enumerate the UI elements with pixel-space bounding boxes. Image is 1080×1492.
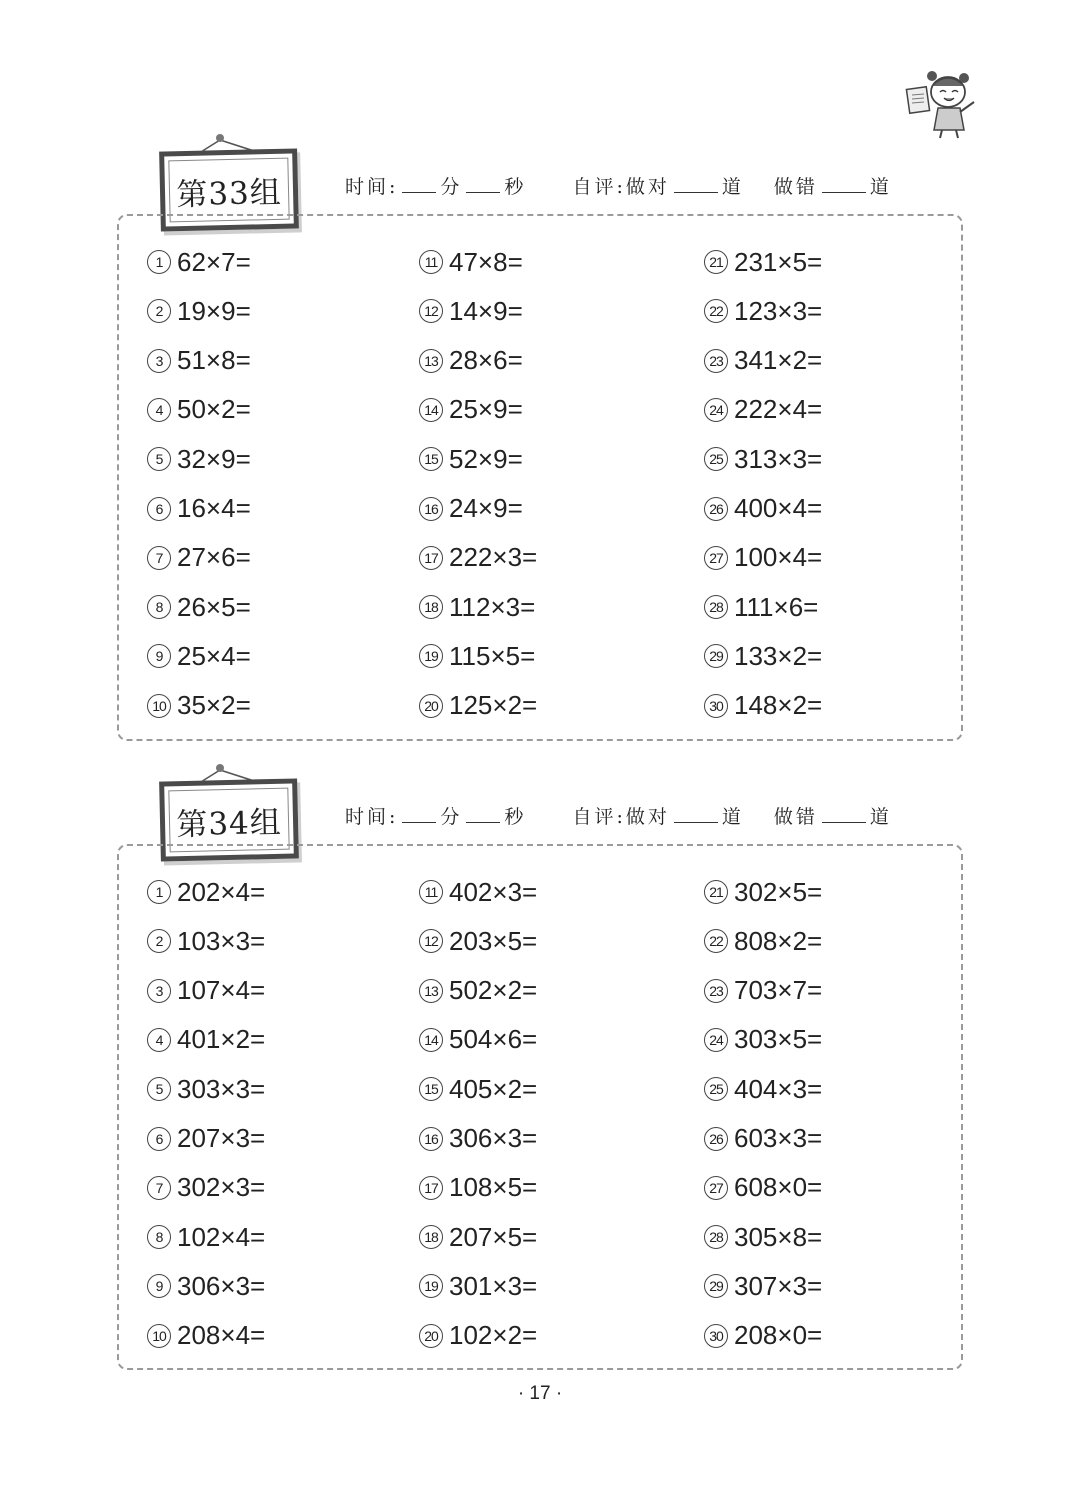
problem-number-circle: 17 [419,1176,443,1200]
problem-expression: 301×3= [449,1270,538,1301]
problem-expression: 32×9= [177,443,251,474]
problem-number-circle: 14 [419,398,443,422]
problem-expression: 405×2= [449,1073,538,1104]
problem-item [419,1318,537,1354]
problem-number-circle: 12 [419,929,443,953]
problem-number-circle: 18 [419,595,443,619]
problem-expression: 108×5= [449,1172,538,1203]
group-title: 第34组 [175,804,283,843]
problem-number-circle: 10 [147,694,171,718]
problem-number-circle: 28 [704,595,728,619]
problem-number-circle: 22 [704,929,728,953]
wrong-unit-label: 道 [869,176,892,198]
problem-expression: 207×3= [177,1123,266,1153]
problem-item [419,1022,537,1058]
time-label: 时间: [345,176,399,198]
cartoon-girl-illustration [902,68,982,140]
problem-item [704,441,822,477]
problem-item [419,293,523,329]
score-info [345,172,892,199]
problem-item [147,589,251,625]
problem-expression: 502×2= [449,975,538,1006]
problem-expression: 25×4= [177,640,251,671]
problem-number-circle: 29 [704,644,728,668]
problem-item [704,874,822,910]
problem-number-circle: 6 [147,497,171,521]
problem-number-circle: 30 [704,1324,728,1348]
problem-item [704,540,822,576]
problem-item [704,1318,822,1354]
problem-number-circle: 4 [147,1028,171,1052]
problem-expression: 100×4= [734,542,823,573]
seconds-label: 秒 [504,806,527,828]
problem-number-circle: 15 [419,447,443,471]
problem-item [419,1219,537,1255]
problem-item [147,540,251,576]
problem-expression: 202×4= [177,876,266,907]
wrong-label: 做错 [773,176,818,198]
problem-expression: 24×9= [449,493,523,523]
problem-expression: 608×0= [734,1172,823,1203]
problem-number-circle: 14 [419,1028,443,1052]
problem-item [704,293,822,329]
problem-item [147,343,251,379]
problem-expression: 208×4= [177,1320,266,1351]
self-eval-label: 自评:做对 [572,806,670,828]
score-info [345,802,892,829]
problem-expression: 19×9= [177,295,251,326]
wrong-count-blank[interactable] [822,806,866,823]
problem-number-circle: 20 [419,694,443,718]
problem-expression: 26×5= [177,591,251,622]
problem-number-circle: 1 [147,250,171,274]
problem-item [419,874,537,910]
minutes-label: 分 [440,806,463,828]
problem-item [419,638,535,674]
problem-item [419,343,523,379]
problem-item [704,1170,822,1206]
self-eval-label: 自评:做对 [572,176,670,198]
problem-item [147,688,251,724]
problem-number-circle: 28 [704,1225,728,1249]
problem-number-circle: 13 [419,979,443,1003]
correct-count-blank[interactable] [674,176,718,193]
problem-number-circle: 9 [147,1274,171,1298]
problem-box-33 [117,214,963,741]
problem-number-circle: 2 [147,299,171,323]
problem-item [704,688,822,724]
problem-expression: 52×9= [449,443,523,474]
problem-item [704,1121,822,1157]
problem-item [419,540,537,576]
problem-number-circle: 21 [704,880,728,904]
problem-expression: 401×2= [177,1024,266,1055]
problem-expression: 222×3= [449,542,538,573]
problem-item [704,589,818,625]
problem-number-circle: 20 [419,1324,443,1348]
seconds-label: 秒 [504,176,527,198]
problem-expression: 808×2= [734,925,823,956]
problem-item [419,589,535,625]
problem-item [147,1022,265,1058]
problem-item [704,1022,822,1058]
group-33-header [0,132,1080,222]
problem-item [419,923,537,959]
problem-item [419,688,537,724]
problem-expression: 302×5= [734,876,823,907]
problem-number-circle: 23 [704,349,728,373]
problem-number-circle: 6 [147,1127,171,1151]
problem-item [147,1318,265,1354]
problem-item [419,1268,537,1304]
problem-expression: 35×2= [177,690,251,721]
problem-number-circle: 13 [419,349,443,373]
problem-item [147,973,265,1009]
problem-item [147,244,251,280]
problem-expression: 14×9= [449,295,523,326]
problem-number-circle: 25 [704,447,728,471]
problem-number-circle: 7 [147,1176,171,1200]
problem-item [147,441,251,477]
problem-number-circle: 30 [704,694,728,718]
problem-number-circle: 27 [704,546,728,570]
problem-expression: 302×3= [177,1172,266,1203]
problem-expression: 25×9= [449,394,523,425]
problem-expression: 341×2= [734,345,823,376]
problem-item [704,392,822,428]
problem-item [419,973,537,1009]
problem-number-circle: 22 [704,299,728,323]
problem-item [147,1121,265,1157]
problem-number-circle: 24 [704,1028,728,1052]
problem-item [419,392,523,428]
problem-expression: 107×4= [177,975,266,1006]
problem-number-circle: 16 [419,497,443,521]
problem-item [147,1268,265,1304]
problem-number-circle: 5 [147,447,171,471]
problem-expression: 207×5= [449,1221,538,1252]
problem-number-circle: 16 [419,1127,443,1151]
problem-number-circle: 4 [147,398,171,422]
problem-item [147,638,251,674]
seconds-blank[interactable] [466,806,500,823]
problem-number-circle: 5 [147,1077,171,1101]
problem-number-circle: 8 [147,595,171,619]
problem-expression: 404×3= [734,1073,823,1104]
problem-expression: 703×7= [734,975,823,1006]
page-number: · 17 · [517,1383,563,1404]
problem-expression: 305×8= [734,1221,823,1252]
problem-expression: 303×5= [734,1024,823,1055]
problem-item [704,638,822,674]
problem-item [704,244,822,280]
problem-expression: 51×8= [177,345,251,376]
problem-number-circle: 9 [147,644,171,668]
problem-expression: 125×2= [449,690,538,721]
problem-expression: 402×3= [449,876,538,907]
problem-number-circle: 3 [147,349,171,373]
problem-expression: 222×4= [734,394,823,425]
problem-item [704,1219,822,1255]
wrong-count-blank[interactable] [822,176,866,193]
problem-number-circle: 11 [419,880,443,904]
problem-item [147,392,251,428]
problem-number-circle: 11 [419,250,443,274]
problem-expression: 123×3= [734,295,823,326]
problem-item [147,293,251,329]
problem-item [147,491,251,527]
seconds-blank[interactable] [466,176,500,193]
problem-expression: 50×2= [177,394,251,425]
problem-number-circle: 29 [704,1274,728,1298]
group-34-header [0,762,1080,852]
problem-number-circle: 23 [704,979,728,1003]
problem-number-circle: 19 [419,1274,443,1298]
problem-number-circle: 7 [147,546,171,570]
correct-unit-label: 道 [721,176,744,198]
problem-item [704,1071,822,1107]
problem-item [419,491,523,527]
group-title: 第33组 [175,174,283,213]
problem-expression: 313×3= [734,443,823,474]
problem-number-circle: 21 [704,250,728,274]
problem-number-circle: 19 [419,644,443,668]
problem-number-circle: 27 [704,1176,728,1200]
problem-item [147,1071,265,1107]
problem-item [147,1170,265,1206]
problem-item [419,1170,537,1206]
problem-box-34 [117,844,963,1370]
problem-item [704,973,822,1009]
problem-number-circle: 1 [147,880,171,904]
problem-number-circle: 26 [704,497,728,521]
problem-expression: 400×4= [734,493,823,523]
wrong-unit-label: 道 [869,806,892,828]
problem-number-circle: 26 [704,1127,728,1151]
problem-item [704,343,822,379]
problem-expression: 47×8= [449,246,523,277]
problem-item [419,441,523,477]
problem-expression: 208×0= [734,1320,823,1351]
problem-expression: 231×5= [734,246,823,277]
problem-expression: 111×6= [734,591,819,622]
problem-expression: 115×5= [449,640,536,671]
problem-expression: 148×2= [734,690,823,721]
problem-number-circle: 24 [704,398,728,422]
problem-expression: 303×3= [177,1073,266,1104]
problem-expression: 102×2= [449,1320,538,1351]
problem-expression: 16×4= [177,493,251,523]
problem-expression: 28×6= [449,345,523,376]
minutes-blank[interactable] [402,806,436,823]
problem-item [704,491,822,527]
problem-expression: 603×3= [734,1123,823,1153]
problem-expression: 112×3= [449,591,536,622]
problem-number-circle: 2 [147,929,171,953]
problem-item [147,874,265,910]
minutes-blank[interactable] [402,176,436,193]
problem-number-circle: 15 [419,1077,443,1101]
problem-number-circle: 17 [419,546,443,570]
correct-unit-label: 道 [721,806,744,828]
problem-number-circle: 8 [147,1225,171,1249]
problem-item [147,1219,265,1255]
problem-item [704,1268,822,1304]
problem-expression: 103×3= [177,925,266,956]
problem-item [419,244,523,280]
problem-expression: 133×2= [734,640,823,671]
problem-expression: 306×3= [177,1270,266,1301]
problem-expression: 203×5= [449,925,538,956]
problem-item [147,923,265,959]
problem-expression: 27×6= [177,542,251,573]
problem-expression: 504×6= [449,1024,538,1055]
minutes-label: 分 [440,176,463,198]
problem-expression: 307×3= [734,1270,823,1301]
problem-number-circle: 10 [147,1324,171,1348]
problem-expression: 102×4= [177,1221,266,1252]
time-label: 时间: [345,806,399,828]
correct-count-blank[interactable] [674,806,718,823]
problem-number-circle: 18 [419,1225,443,1249]
problem-item [419,1121,537,1157]
problem-item [704,923,822,959]
problem-expression: 306×3= [449,1123,538,1153]
problem-number-circle: 25 [704,1077,728,1101]
problem-number-circle: 3 [147,979,171,1003]
problem-expression: 62×7= [177,246,251,277]
wrong-label: 做错 [773,806,818,828]
problem-item [419,1071,537,1107]
problem-number-circle: 12 [419,299,443,323]
